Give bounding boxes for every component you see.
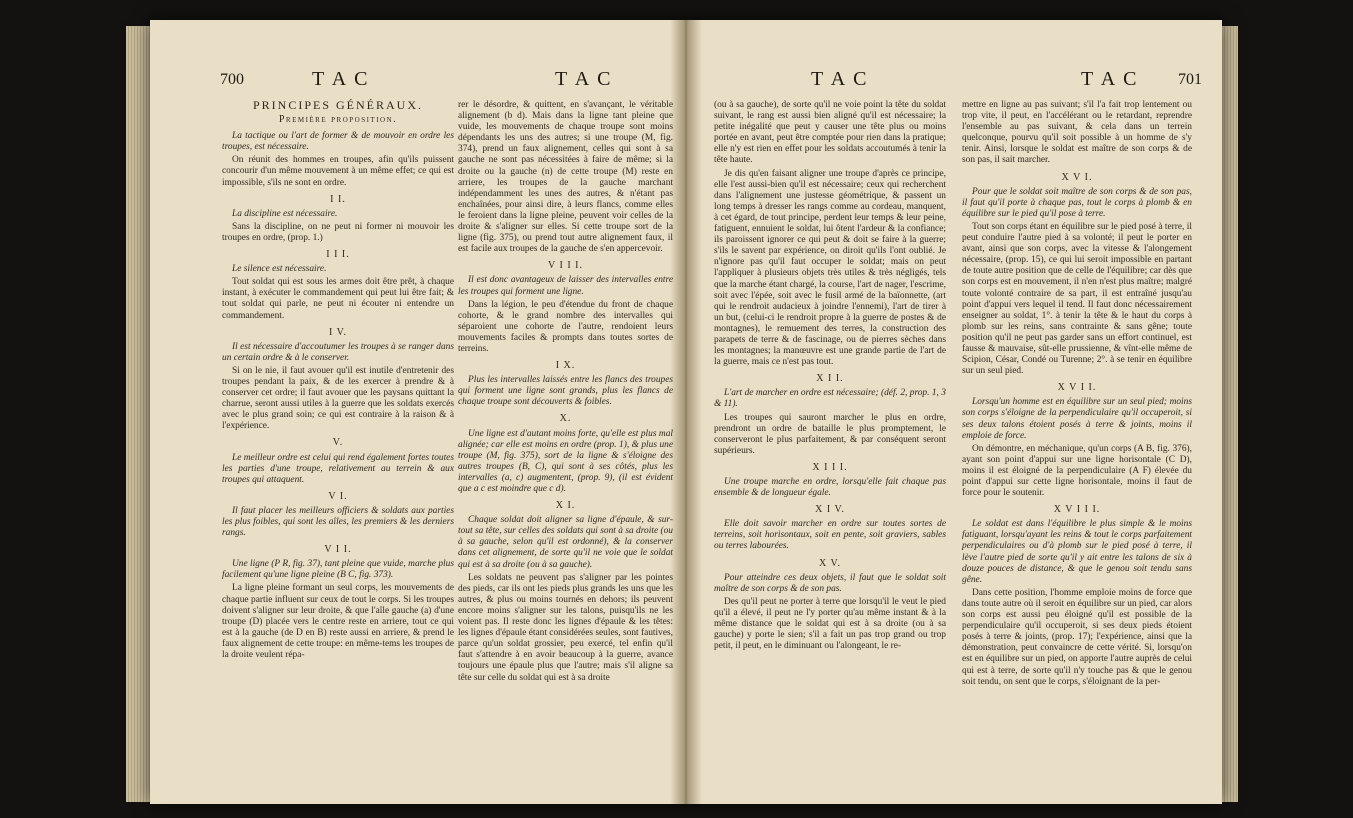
page-number: 700 [220, 71, 244, 88]
proposition-statement: La tactique ou l'art de former & de mouvoir en ordre les troupes, est nécessaire. [222, 131, 454, 153]
paragraph: Sans la discipline, on ne peut ni former ni mouvoir les troupes en ordre, (prop. 1.) [222, 221, 454, 243]
paragraph: Des qu'il peut ne porter à terre que lorsqu'il le veut le pied qu'il a élevé, il peut ne l'y porter qu'au même instant & à la même distance que le soldat qui est à sa droite (ou à sa gauche) y porte le sien; s'il a fait un pas trop grand ou trop petit, il peut, en le diminuant ou l'alongeant, le re- [714, 596, 946, 652]
paragraph: Les troupes qui sauront marcher le plus en ordre, prendront un ordre de bataille le plus promptement, le conserveront le plus parfaitement, & par conséquent seront supérieurs. [714, 412, 946, 456]
proposition-number: V I I I. [547, 260, 584, 272]
proposition-statement: Il faut placer les meilleurs officiers & soldats aux parties les plus foibles, qui sont les aîles, les premiers & les derniers rangs. [222, 505, 454, 539]
proposition-statement: Plus les intervalles laissés entre les flancs des troupes qui forment une ligne sont grands, plus les flancs de chaque troupe sont découverts & foibles. [458, 375, 673, 408]
proposition-statement: Pour que le soldat soit maître de son corps & de son pas, il faut qu'il porte à chaque pas, tout le corps à plomb & en équilibre sur le pied qu'il pose à terre. [962, 186, 1192, 219]
paragraph: Les soldats ne peuvent pas s'aligner par les pointes des pieds, car ils ont les pieds plus grands les uns que les autres, & plus ou moins tournés en dehors; ils peuvent encore moins s'aligner sur les talons, puisqu'ils ne les voient pas. Il reste donc les lignes d'épaule & les têtes: les lignes d'épaule étant considérées seules, sont fautives, parce qu'un soldat grossier, peu exercé, tel enfin qu'il faut s'attendre à en avoir beaucoup à la guerre, avance toujours une épaule plus que l'autre; mais s'il aligne sa tête sur celle du soldat qui est à sa droite [458, 572, 673, 683]
proposition-statement: Il est nécessaire d'accoutumer les troupes à se ranger dans un certain ordre & à le conserver. [222, 341, 454, 363]
running-head: T A C [312, 68, 370, 90]
section-subtitle: Première proposition. [278, 114, 398, 126]
text-column [962, 100, 1192, 690]
running-head: T A C [555, 68, 613, 90]
paragraph: Si on le nie, il faut avouer qu'il est inutile d'entretenir des troupes pendant la paix, & de les exercer à prendre & à conserver cet ordre; il faut avouer que les paysans quittant la charrue, seront aussi utiles à la guerre que les soldats exercés avec le plus grand soin; ce qui est contraire à la raison & à l'expérience. [222, 365, 454, 432]
running-head: T A C [811, 68, 869, 90]
proposition-statement: Une ligne est d'autant moins forte, qu'elle est plus mal alignée; car elle est moins en ordre (prop. 1), & plus une troupe (M, fig. 375), sort de la ligne & s'éloigne des autres troupes (B, C), qui sont à ses côtés, plus les intervalles (a, c) augmentent, (prop. 9), (il est évident que a c est moindre que c d). [458, 428, 673, 494]
proposition-number: X V I. [1061, 171, 1093, 183]
proposition-number: I V. [328, 326, 348, 338]
proposition-number: I X. [555, 360, 576, 372]
paragraph: (ou à sa gauche), de sorte qu'il ne voie point la tête du soldat suivant, le rang est aussi bien aligné qu'il est nécessaire; la petite inégalité que peut y causer une tête plus ou moins portée en avant, peut être comptée pour rien dans la pratique; elle n'y est rien en effet pour les soldats accoutumés à tenir la tête haute. [714, 100, 946, 166]
paragraph: Dans cette position, l'homme emploie moins de force que dans toute autre où il seroit en équilibre sur un pied, car alors son corps est aussi peu éloigné qu'il est possible de la perpendiculaire qu'il occuperoit, si ses deux pieds étoient posés à terre & joints, (prop. 17); l'expérience, ainsi que la démonstration, peut convaincre de cette vérité. Si, lorsqu'on est en équilibre sur un pied, on apporte l'autre auprès de celui qui est à terre, de sorte qu'il n'y touche pas & que le genou soit tendu, on sent que le corps, s'éloignant de la per- [962, 587, 1192, 687]
proposition-statement: Le soldat est dans l'équilibre le plus simple & le moins fatiguant, lorsqu'ayant les reins & tout le corps parfaitement perpendiculaires ou d'à plomb sur le pied posé à terre, il lève l'autre pied de sorte qu'il y ait entre les talons de six à douze pouces de distance, & que le genou soit tendu sans gêne. [962, 519, 1192, 585]
paragraph: On réunit des hommes en troupes, afin qu'ils puissent concourir d'un même mouvement à un même effet; ce qui est impossible, s'ils ne sont en ordre. [222, 155, 454, 188]
proposition-statement: Elle doit savoir marcher en ordre sur toutes sortes de terreins, soit horisontaux, soit en pente, soit graviers, sables ou terres labourées. [714, 519, 946, 552]
text-column [458, 100, 673, 686]
proposition-number: X V I I I. [1053, 504, 1101, 516]
proposition-statement: Pour atteindre ces deux objets, il faut que le soldat soit maître de son corps & de son pas. [714, 572, 946, 594]
proposition-number: X I I. [816, 373, 844, 385]
paragraph: mettre en ligne au pas suivant; s'il l'a fait trop lentement ou trop vite, il peut, en l'accélérant ou le retardant, reprendre l'ensemble au pas suivant, & cela dans un terrein quelconque, pourvu qu'il soit possible à un homme de s'y tenir. Ainsi, lorsque le soldat est maître de son corps & de son pas, il sait marcher. [962, 100, 1192, 166]
text-column [714, 100, 946, 654]
proposition-statement: Il est donc avantageux de laisser des intervalles entre les troupes qui forment une ligne. [458, 275, 673, 297]
proposition-statement: La discipline est nécessaire. [232, 208, 338, 219]
proposition-number: X I. [555, 500, 576, 512]
right-page [686, 20, 1222, 804]
open-book [150, 20, 1222, 804]
proposition-number: X V I I. [1057, 382, 1097, 394]
proposition-number: X I I I. [812, 461, 848, 473]
text-column [222, 100, 454, 663]
proposition-statement: Chaque soldat doit aligner sa ligne d'épaule, & sur-tout sa tête, sur celles des soldats qui sont à sa droite (ou à sa gauche, selon qu'il est ordonné), & la conserver dans cet alignement, de sorte qu'il ne voie que le soldat qui est à sa droite (ou à sa gauche). [458, 515, 673, 570]
proposition-number: X V. [819, 557, 841, 569]
page-number: 701 [1178, 71, 1202, 88]
proposition-number: I I I. [326, 249, 350, 261]
running-head: T A C [1081, 68, 1139, 90]
proposition-statement: Une troupe marche en ordre, lorsqu'elle fait chaque pas ensemble & de longueur égale. [714, 477, 946, 499]
section-title: PRINCIPES GÉNÉRAUX. [252, 98, 423, 112]
proposition-statement: L'art de marcher en ordre est nécessaire; (déf. 2, prop. 1, 3 & 11). [714, 388, 946, 410]
paragraph: Tout soldat qui est sous les armes doit être prêt, à chaque instant, à exécuter le commandement qui peut lui être fait; & tout soldat qui parle, ne peut ni écouter ni entendre un commandement. [222, 277, 454, 321]
proposition-number: X I V. [815, 504, 845, 516]
proposition-statement: Le silence est nécessaire. [232, 264, 327, 275]
proposition-statement: Le meilleur ordre est celui qui rend également fortes toutes les parties d'une troupe, relativement au terrein & aux troupes qui attaquent. [222, 452, 454, 485]
paragraph: On démontre, en méchanique, qu'un corps (A B, fig. 376), ayant son point d'appui sur une ligne horisontale (C D), moins il est éloigné de la perpendiculaire (A F) élevée du point d'appui sur cette ligne horisontale, moins il faut de force pour le soutenir. [962, 443, 1192, 499]
paragraph: La ligne pleine formant un seul corps, les mouvements de chaque partie influent sur ceux de tout le corps. Si les troupes doivent s'aligner sur leur droite, & que l'aîle gauche (a) d'une troupe (D) placée vers le centre reste en arriere, tout ce qui est à la gauche (de D en B) reste aussi en arriere, & prend le faux alignement de cette troupe: en même-tems les troupes de la droite veulent répa- [222, 583, 454, 661]
proposition-number: V. [332, 437, 344, 449]
left-page [150, 20, 686, 804]
proposition-statement: Une ligne (P R, fig. 37), tant pleine que vuide, marche plus facilement qu'une ligne pleine (B C, fig. 373). [222, 559, 454, 581]
proposition-number: V I. [328, 490, 348, 502]
paragraph: rer le désordre, & quittent, en s'avançant, le véritable alignement (b d). Mais dans la ligne tant pleine que vuide, les mouvements de chaque troupe sont moins dépendants les uns des autres; si une troupe (M, fig. 374), prend un faux alignement, celles qui sont à sa gauche ne sont pas nécessitées à faire de même; si la droite ou la gauche (n) de cette troupe (M) reste en arriere, les troupes de la gauche marchant indépendamment les unes des autres, & n'étant pas enchaînées, pour ainsi dire, à leurs flancs, comme elles le feroient dans la ligne pleine, peuvent voir celles de la droite & s'aligner sur elles. Si cette troupe sort de la ligne (fig. 375), ou prend tout autre alignement faux, il est facile aux troupes de la gauche de s'en appercevoir. [458, 100, 673, 255]
proposition-number: X. [559, 413, 572, 425]
proposition-statement: Lorsqu'un homme est en équilibre sur un seul pied; moins son corps s'éloigne de la perpendiculaire qu'il occuperoit, si ses deux talons étoient posés à terre & joints, moins il emploie de force. [962, 397, 1192, 441]
proposition-number: V I I. [324, 544, 352, 556]
proposition-number: I I. [330, 193, 346, 205]
paragraph: Dans la légion, le peu d'étendue du front de chaque cohorte, & le grand nombre des intervalles qui séparoient une cohorte de l'autre, rendoient leurs mouvements faciles & prompts dans toutes sortes de terreins. [458, 299, 673, 354]
paragraph: Tout son corps étant en équilibre sur le pied posé à terre, il peut conduire l'autre pied à sa volonté; il peut le porter en avant, ainsi que son corps, avec la vitesse & l'alongement nécessaire, (prop. 15), ce qui lui seroit impossible en partant de toute autre position que de celle de l'équilibre; car dès que son corps est en mouvement, il n'en n'est plus maître; malgré toute volonté contraire de sa part, il est entraîné jusqu'au point d'appui vers lequel il tend. Il faut donc nécessairement enseigner au soldat, 1°. à tenir la tête & le haut du corps à plomb sur les reins, sans contrainte & sans gêne; toute position qu'il ne peut pas garder sans un effort continuel, est fausse & mauvaise, sût-elle prussienne, & vînt-elle même de Scipion, César, Condé ou Turenne; 2°. à se tenir en équilibre sur un seul pied. [962, 221, 1192, 377]
paragraph: Je dis qu'en faisant aligner une troupe d'après ce principe, elle l'est aussi-bien qu'il est nécessaire; ceux qui recherchent dans l'alignement une justesse géométrique, & passent un long temps à dresser les rangs comme au cordeau, manquent, à cet égard, de tout principe, perdent leur temps & leur peine, fatiguent, ennuient le soldat, lui ôtent l'ardeur & la confiance; ils paroissent ignorer ce qui peut & doit se faire à la guerre; s'ils le savent par expérience, on diroit qu'ils l'ont oublié. Je n'ignore pas qu'il faut occuper le soldat; mais on peut l'appliquer à plusieurs objets très utiles & très négligés, tels que la marche étant chargé, la course, l'art de nager, l'escrime, soit avec l'épée, soit avec le fusil armé de la baïonnette, (art qui le rendroit audacieux à joindre l'ennemi), l'art de tirer à un but, (celui-ci le rendroit propre à la guerre de postes & de montagnes), le remuement des terres, la construction des parapets de terre & de fascinage, ou de pierres sèches dans les montagnes; la manœuvre est une grande partie de l'art de la guerre, mais ce n'est pas tout. [714, 168, 946, 368]
